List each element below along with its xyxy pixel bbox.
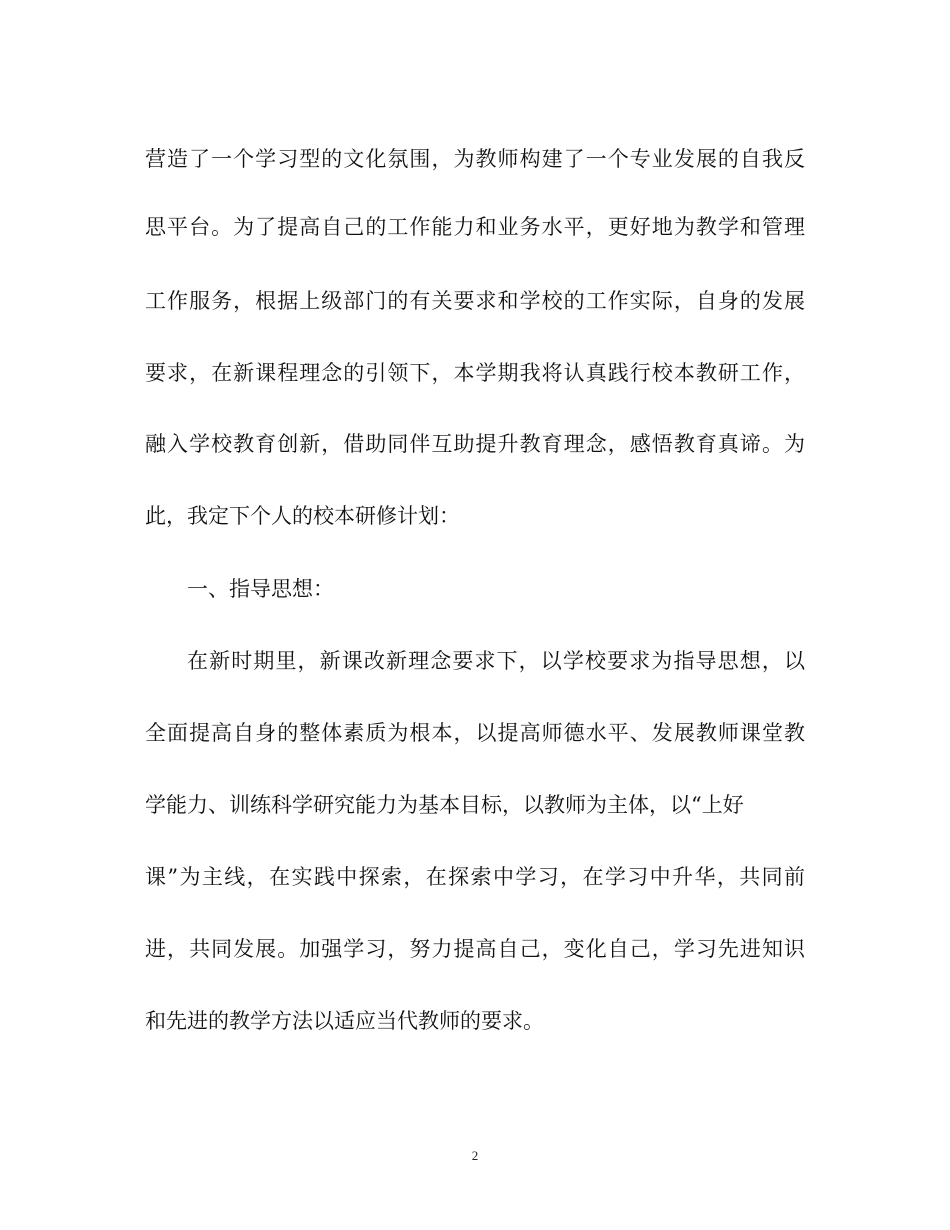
body-text-line: 课”为主线，在实践中探索，在探索中学习，在学习中升华，共同前 [145, 865, 805, 889]
section-heading: 一、指导思想： [187, 577, 334, 601]
body-text-line: 和先进的教学方法以适应当代教师的要求。 [145, 1009, 544, 1033]
page-number: 2 [471, 1148, 479, 1163]
body-text-line: 全面提高自身的整体素质为根本，以提高师德水平、发展教师课堂教 [145, 721, 805, 745]
body-text-line: 在新时期里，新课改新理念要求下，以学校要求为指导思想，以 [187, 649, 805, 673]
body-text-line: 营造了一个学习型的文化氛围，为教师构建了一个专业发展的自我反 [145, 147, 805, 171]
body-text-line: 要求，在新课程理念的引领下，本学期我将认真践行校本教研工作， [145, 361, 805, 385]
body-text-line: 思平台。为了提高自己的工作能力和业务水平，更好地为教学和管理 [145, 215, 805, 239]
body-text-line: 融入学校教育创新，借助同伴互助提升教育理念，感悟教育真谛。为 [145, 432, 805, 456]
body-text-line: 此，我定下个人的校本研修计划： [145, 504, 460, 528]
body-text-line: 工作服务，根据上级部门的有关要求和学校的工作实际，自身的发展 [145, 289, 805, 313]
body-text-line: 进，共同发展。加强学习，努力提高自己，变化自己，学习先进知识 [145, 937, 805, 961]
body-text-line: 学能力、训练科学研究能力为基本目标，以教师为主体，以“上好 [145, 793, 744, 817]
